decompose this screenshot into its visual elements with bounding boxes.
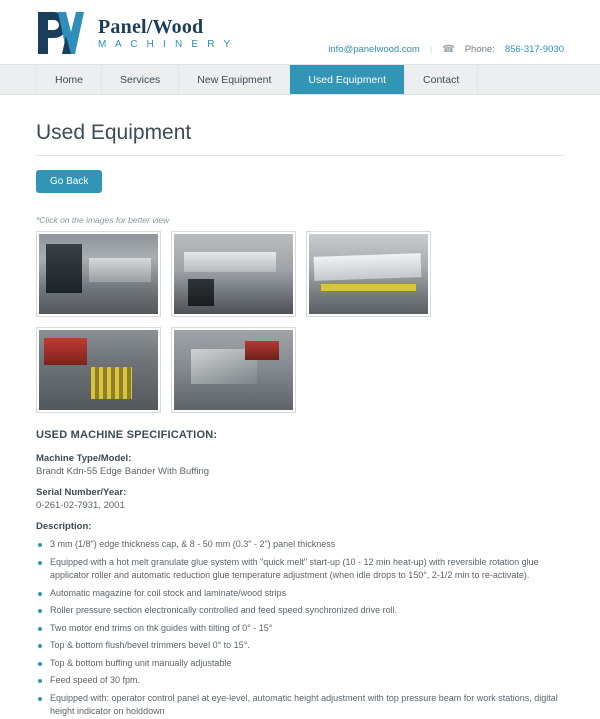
pw-monogram-icon bbox=[36, 10, 90, 56]
contact-divider: | bbox=[429, 44, 433, 55]
list-item: Equipped with a hot melt granulate glue system with "quick melt" start-up (10 - 12 min heat-up) with reversible rotation glue applicator roller and automatic reduction glue temperature adjustment (when idle drops to 150°, 2-1/2 min to re-activate). bbox=[36, 556, 564, 583]
main-content bbox=[0, 121, 600, 719]
machine-photo-4 bbox=[39, 330, 158, 410]
machine-photo-3 bbox=[309, 234, 428, 314]
machine-type-value: Brandt Kdn-55 Edge Bander With Buffing bbox=[36, 466, 210, 477]
machine-type-label: Machine Type/Model: bbox=[36, 453, 132, 464]
phone-number[interactable]: 856-317-9030 bbox=[504, 44, 564, 55]
gallery-thumb[interactable] bbox=[36, 231, 161, 317]
header-contact bbox=[328, 44, 564, 55]
email-link[interactable]: info@panelwood.com bbox=[328, 44, 420, 55]
list-item: Equipped with: operator control panel at eye-level, automatic height adjustment with top pressure beam for work stations, digital height indicator on holddown bbox=[36, 692, 564, 719]
gallery-thumb[interactable] bbox=[171, 327, 296, 413]
gallery-thumb[interactable] bbox=[306, 231, 431, 317]
site-header bbox=[0, 0, 600, 64]
gallery-thumb[interactable] bbox=[36, 327, 161, 413]
description-list bbox=[36, 538, 564, 719]
machine-photo-1 bbox=[39, 234, 158, 314]
machine-photo-5 bbox=[174, 330, 293, 410]
logo-subtitle: M A C H I N E R Y bbox=[98, 38, 234, 50]
image-gallery bbox=[36, 231, 564, 413]
spec-heading: USED MACHINE SPECIFICATION: bbox=[36, 429, 218, 441]
list-item: Top & bottom flush/bevel trimmers bevel 0° to 15°. bbox=[36, 639, 564, 653]
gallery-note: *Click on the images for better view bbox=[36, 215, 170, 225]
nav-item-contact[interactable]: Contact bbox=[405, 65, 478, 94]
list-item: Roller pressure section electronically controlled and feed speed synchronized drive roll. bbox=[36, 604, 564, 618]
nav-item-new-equipment[interactable]: New Equipment bbox=[179, 65, 290, 94]
description-label: Description: bbox=[36, 521, 92, 532]
serial-number-label: Serial Number/Year: bbox=[36, 487, 127, 498]
list-item: 3 mm (1/8") edge thickness cap, & 8 - 50 mm (0.3" - 2") panel thickness bbox=[36, 538, 564, 552]
list-item: Top & bottom buffing unit manually adjustable bbox=[36, 657, 564, 671]
logo-title: Panel/Wood bbox=[98, 15, 204, 38]
nav-item-used-equipment[interactable]: Used Equipment bbox=[290, 65, 405, 94]
nav-item-services[interactable]: Services bbox=[102, 65, 179, 94]
title-divider bbox=[36, 155, 564, 156]
phone-label: Phone: bbox=[464, 44, 495, 55]
serial-number-value: 0-261-02-7931, 2001 bbox=[36, 500, 125, 511]
list-item: Feed speed of 30 fpm. bbox=[36, 674, 564, 688]
gallery-thumb[interactable] bbox=[171, 231, 296, 317]
nav-item-home[interactable]: Home bbox=[36, 65, 102, 94]
page-title: Used Equipment bbox=[36, 121, 192, 144]
main-nav bbox=[0, 64, 600, 95]
list-item: Two motor end trims on thk guides with tilting of 0° - 15° bbox=[36, 622, 564, 636]
list-item: Automatic magazine for coil stock and laminate/wood strips bbox=[36, 587, 564, 601]
go-back-button[interactable]: Go Back bbox=[36, 170, 102, 193]
logo-text bbox=[98, 17, 233, 50]
machine-photo-2 bbox=[174, 234, 293, 314]
phone-icon: ☎ bbox=[442, 44, 455, 55]
